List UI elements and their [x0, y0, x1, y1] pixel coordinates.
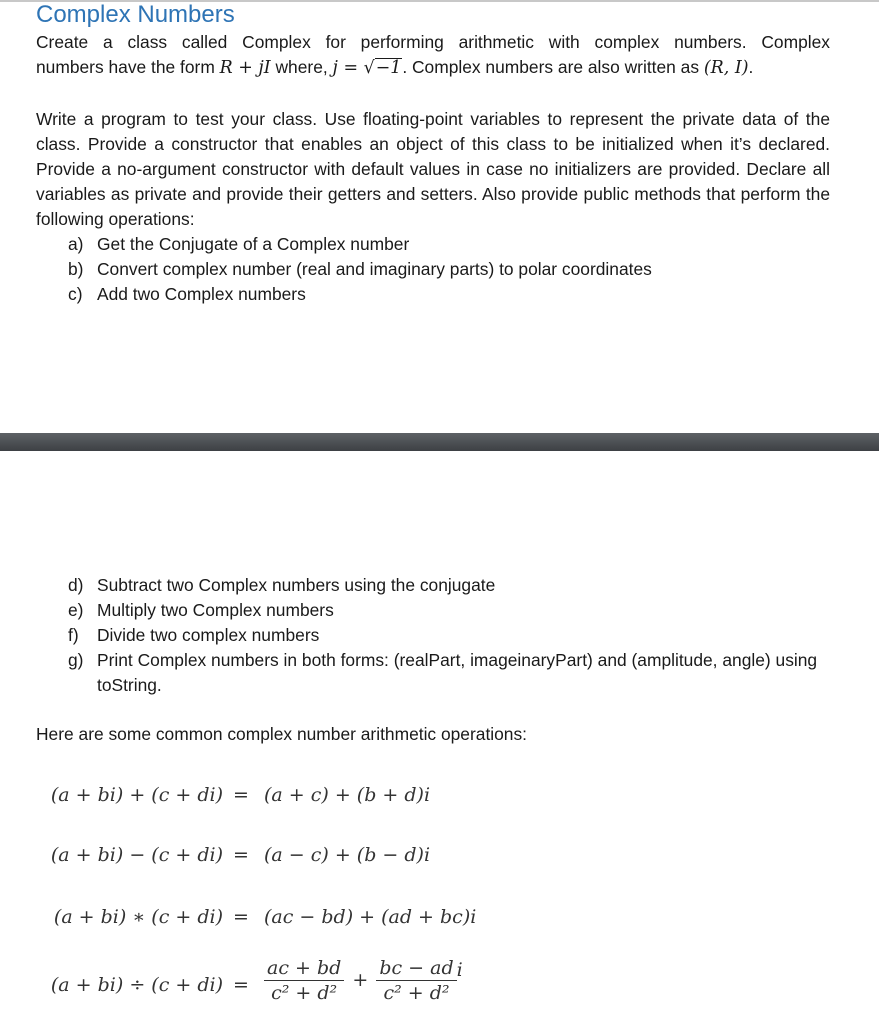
sqrt-argument: −1 — [375, 58, 402, 78]
operations-list-bottom — [68, 573, 848, 698]
operations-intro: Here are some common complex number arithmetic operations: — [36, 724, 528, 744]
equation-multiplication: (a + bi) ∗ (c + di) = (ac − bd) + (ad + bc)i — [53, 906, 477, 928]
pair-expression: (R, I) — [703, 58, 749, 78]
intro-paragraph — [36, 30, 830, 81]
equation-addition: (a + bi) + (c + di) = (a + c) + (b + d)i — [50, 784, 431, 806]
equation-subtraction: (a + bi) − (c + di) = (a − c) + (b − d)i — [50, 844, 431, 866]
list-item: f) Divide two complex numbers — [68, 625, 320, 645]
sqrt-sign: √ — [363, 58, 375, 78]
division-rhs: $\frac{ac + bd}{\text{c² + d²}}$ + $\frac{bc - ad}{\text{c² + d²}}$ i — [264, 956, 463, 1005]
list-item: d) Subtract two Complex numbers using the conjugate — [68, 575, 496, 595]
j-definition: j = — [332, 58, 364, 78]
form-expression: R + jI — [219, 58, 271, 78]
equation-division: (a + bi) ÷ (c + di) = $\frac{ac + bd}{\text{c² + d²}}$ + $\frac{bc - ad}{\text{c² + d²}}$ i — [50, 957, 463, 1004]
page-title: Complex Numbers — [36, 1, 235, 28]
list-item: g) Print Complex numbers in both forms: (realPart, imageinaryPart) and (amplitude, angle) using toString. — [68, 650, 818, 695]
operations-list-top — [68, 232, 848, 307]
intro-line-1: Create a class called Complex for performing arithmetic with complex numbers. Complex — [36, 32, 830, 52]
intro-line-2: numbers have the form R + jI where, j = √−1. Complex numbers are also written as (R, I). — [36, 57, 754, 78]
requirements-paragraph: Write a program to test your class. Use floating-point variables to represent the private data of the class. Provide a constructor that enables an object of this class to be initialized when it’s declared. Provide a no-argument constructor with default values in case no initializers are provided. Declare all variables as private and provide their getters and setters. Also provide public methods that perform the following operations: — [36, 109, 830, 229]
page-divider — [0, 433, 879, 451]
fraction-imaginary: $\frac{bc - ad}{\text{c² + d²}}$ — [376, 956, 456, 1005]
fraction-real: $\frac{ac + bd}{\text{c² + d²}}$ — [264, 956, 344, 1005]
list-item: a) Get the Conjugate of a Complex number — [68, 234, 410, 254]
list-item: e) Multiply two Complex numbers — [68, 600, 334, 620]
list-item: c) Add two Complex numbers — [68, 284, 306, 304]
list-item: b) Convert complex number (real and imaginary parts) to polar coordinates — [68, 259, 652, 279]
